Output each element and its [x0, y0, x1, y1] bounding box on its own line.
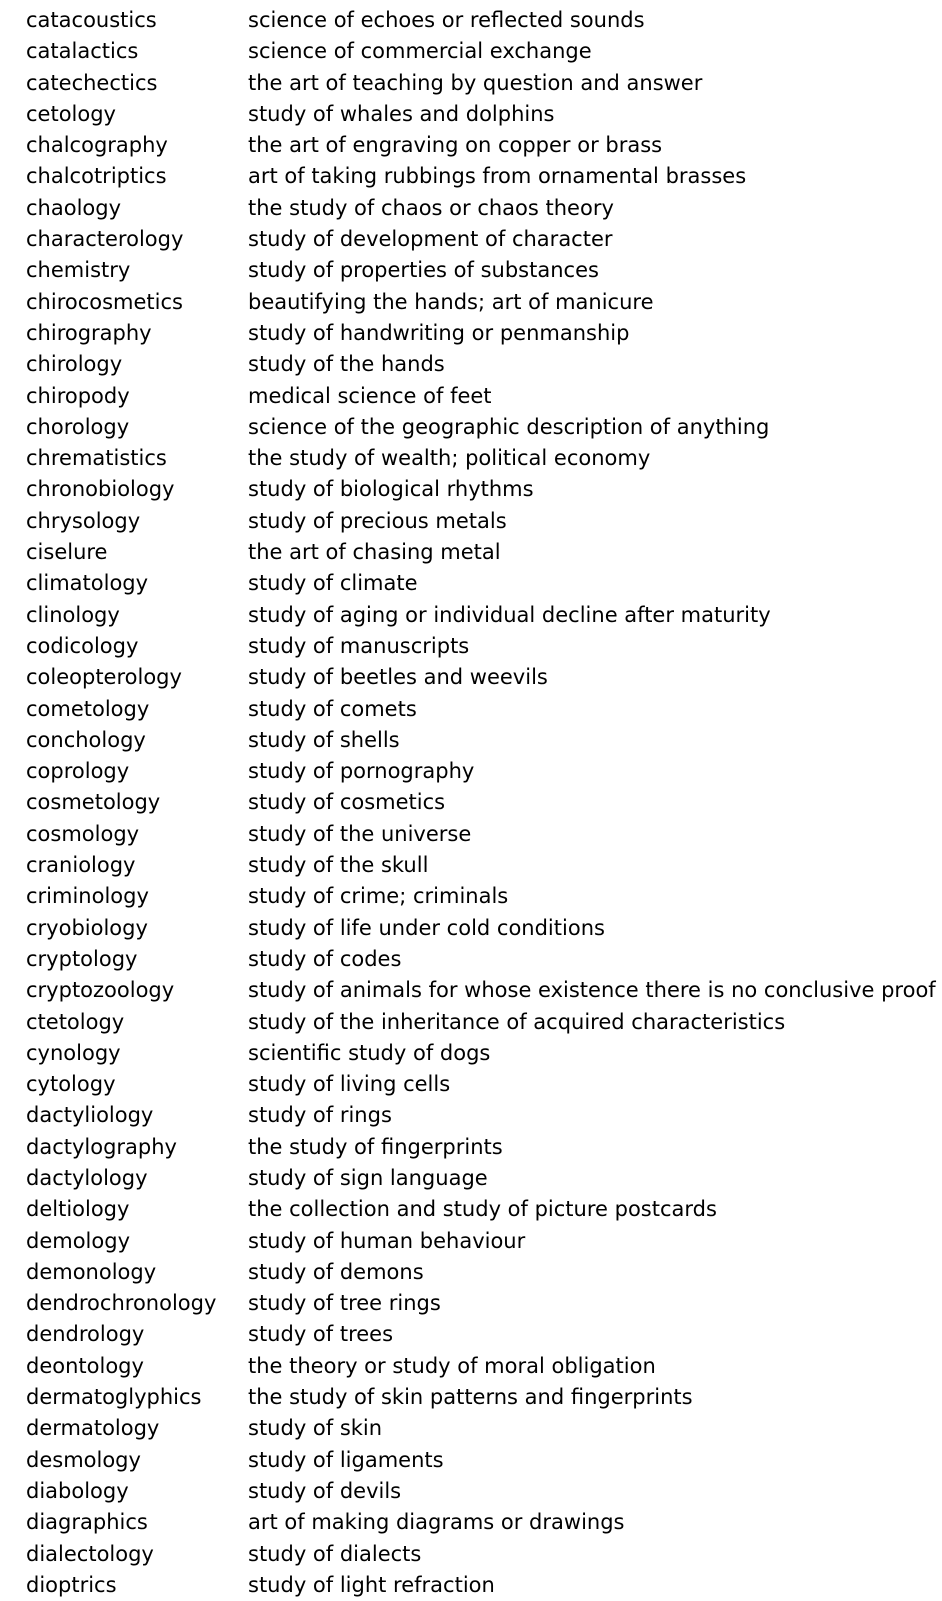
entry-term: cosmology — [26, 821, 140, 846]
entry-term: conchology — [26, 727, 146, 752]
glossary-entry — [0, 36, 942, 67]
glossary-entry — [0, 1476, 942, 1507]
glossary-entry — [0, 600, 942, 631]
entry-term: cetology — [26, 101, 116, 126]
entry-term: coprology — [26, 759, 130, 784]
glossary-entry — [0, 1132, 942, 1163]
entry-definition: study of the universe — [248, 821, 472, 846]
entry-term: chirology — [26, 352, 123, 377]
glossary-entry — [0, 568, 942, 599]
entry-term: dactylology — [26, 1165, 148, 1190]
glossary-entry — [0, 1319, 942, 1350]
glossary-entry — [0, 725, 942, 756]
entry-definition: study of sign language — [248, 1165, 488, 1190]
entry-term: catacoustics — [26, 8, 157, 32]
entry-definition: study of pornography — [248, 759, 475, 784]
entry-term: cryobiology — [26, 915, 148, 940]
entry-term: chirography — [26, 320, 152, 345]
entry-definition: the study of skin patterns and fingerprints — [248, 1385, 693, 1410]
entry-term: chrysology — [26, 508, 141, 533]
entry-term: ciselure — [26, 540, 108, 565]
glossary-entry — [0, 1069, 942, 1100]
entry-term: cytology — [26, 1072, 116, 1097]
entry-term: cryptology — [26, 946, 138, 971]
glossary-entry — [0, 318, 942, 349]
entry-term: demology — [26, 1228, 130, 1253]
glossary-entry — [0, 1226, 942, 1257]
glossary-entry — [0, 1539, 942, 1570]
entry-definition: study of whales and dolphins — [248, 101, 555, 126]
entry-term: chorology — [26, 414, 130, 439]
entry-definition: art of making diagrams or drawings — [248, 1510, 625, 1535]
glossary-entry — [0, 349, 942, 380]
entry-definition: study of comets — [248, 696, 417, 721]
entry-term: climatology — [26, 571, 149, 596]
entry-term: chrematistics — [26, 446, 167, 471]
glossary-entry — [0, 694, 942, 725]
glossary-entry — [0, 975, 942, 1006]
glossary-entry — [0, 1413, 942, 1444]
glossary-entry — [0, 506, 942, 537]
entry-term: craniology — [26, 853, 136, 878]
entry-definition: study of manuscripts — [248, 633, 470, 658]
entry-definition: scientific study of dogs — [248, 1040, 491, 1065]
entry-term: characterology — [26, 227, 184, 252]
entry-term: clinology — [26, 602, 120, 627]
entry-term: dermatoglyphics — [26, 1385, 202, 1410]
glossary-entry — [0, 1100, 942, 1131]
entry-definition: study of biological rhythms — [248, 477, 534, 502]
glossary-entry — [0, 412, 942, 443]
entry-term: demonology — [26, 1259, 157, 1284]
entry-definition: study of rings — [248, 1103, 392, 1128]
entry-term: chemistry — [26, 258, 131, 283]
glossary-entry — [0, 287, 942, 318]
glossary-entry — [0, 130, 942, 161]
entry-term: catechectics — [26, 70, 158, 95]
entry-definition: study of skin — [248, 1416, 383, 1441]
entry-definition: study of trees — [248, 1322, 394, 1347]
glossary-entry — [0, 881, 942, 912]
glossary-entry — [0, 787, 942, 818]
entry-definition: beautifying the hands; art of manicure — [248, 289, 654, 314]
entry-definition: study of development of character — [248, 227, 613, 252]
entry-term: cometology — [26, 696, 150, 721]
entry-term: chalcotriptics — [26, 164, 167, 189]
glossary-entry — [0, 1570, 942, 1601]
entry-term: diagraphics — [26, 1510, 148, 1535]
entry-definition: science of echoes or reflected sounds — [248, 8, 645, 32]
glossary-entry — [0, 850, 942, 881]
entry-definition: study of devils — [248, 1478, 402, 1503]
glossary-entry — [0, 99, 942, 130]
glossary-entry — [0, 1194, 942, 1225]
entry-term: dendrology — [26, 1322, 145, 1347]
entry-term: deltiology — [26, 1197, 130, 1222]
entry-definition: the art of engraving on copper or brass — [248, 133, 663, 158]
glossary-entry — [0, 1288, 942, 1319]
glossary-entry — [0, 224, 942, 255]
entry-definition: the study of wealth; political economy — [248, 446, 651, 471]
entry-definition: study of aging or individual decline after maturity — [248, 602, 771, 627]
entry-definition: art of taking rubbings from ornamental brasses — [248, 164, 747, 189]
entry-term: deontology — [26, 1353, 144, 1378]
entry-definition: study of handwriting or penmanship — [248, 320, 630, 345]
entry-definition: study of human behaviour — [248, 1228, 526, 1253]
entry-term: coleopterology — [26, 665, 182, 690]
glossary-entry — [0, 944, 942, 975]
entry-definition: study of the hands — [248, 352, 445, 377]
entry-definition: study of precious metals — [248, 508, 507, 533]
glossary-entry — [0, 1257, 942, 1288]
entry-definition: study of tree rings — [248, 1291, 441, 1316]
entry-definition: the theory or study of moral obligation — [248, 1353, 656, 1378]
entry-term: cosmetology — [26, 790, 161, 815]
glossary-entry — [0, 1163, 942, 1194]
glossary-entry — [0, 1038, 942, 1069]
entry-definition: study of shells — [248, 727, 400, 752]
entry-term: desmology — [26, 1447, 141, 1472]
glossary-entry — [0, 1382, 942, 1413]
entry-definition: study of the skull — [248, 853, 429, 878]
entry-definition: study of crime; criminals — [248, 884, 509, 909]
entry-definition: study of animals for whose existence there is no conclusive proof — [248, 978, 936, 1003]
glossary-entry — [0, 1007, 942, 1038]
entry-definition: study of dialects — [248, 1541, 422, 1566]
entry-definition: the art of teaching by question and answer — [248, 70, 703, 95]
entry-definition: study of the inheritance of acquired characteristics — [248, 1009, 786, 1034]
entry-definition: medical science of feet — [248, 383, 492, 408]
entry-definition: the collection and study of picture postcards — [248, 1197, 717, 1222]
glossary-list — [0, 5, 942, 1601]
entry-term: cryptozoology — [26, 978, 175, 1003]
glossary-entry — [0, 1507, 942, 1538]
entry-term: catalactics — [26, 39, 139, 64]
glossary-entry — [0, 474, 942, 505]
entry-term: chiropody — [26, 383, 130, 408]
glossary-entry — [0, 161, 942, 192]
entry-term: cynology — [26, 1040, 121, 1065]
entry-definition: study of properties of substances — [248, 258, 599, 283]
entry-term: chaology — [26, 195, 122, 220]
glossary-entry — [0, 819, 942, 850]
entry-term: dactylography — [26, 1134, 177, 1159]
glossary-entry — [0, 1445, 942, 1476]
glossary-entry — [0, 537, 942, 568]
glossary-entry — [0, 662, 942, 693]
entry-term: dendrochronology — [26, 1291, 217, 1316]
entry-definition: science of the geographic description of anything — [248, 414, 770, 439]
glossary-entry — [0, 913, 942, 944]
entry-definition: study of beetles and weevils — [248, 665, 548, 690]
entry-definition: the study of chaos or chaos theory — [248, 195, 614, 220]
glossary-entry — [0, 193, 942, 224]
entry-definition: the art of chasing metal — [248, 540, 501, 565]
entry-term: criminology — [26, 884, 149, 909]
entry-term: ctetology — [26, 1009, 125, 1034]
entry-definition: study of codes — [248, 946, 402, 971]
glossary-entry — [0, 756, 942, 787]
glossary-entry — [0, 631, 942, 662]
entry-definition: the study of fingerprints — [248, 1134, 503, 1159]
glossary-entry — [0, 5, 942, 36]
entry-term: dactyliology — [26, 1103, 154, 1128]
entry-definition: study of demons — [248, 1259, 424, 1284]
entry-term: dialectology — [26, 1541, 154, 1566]
glossary-entry — [0, 443, 942, 474]
glossary-entry — [0, 255, 942, 286]
entry-term: chronobiology — [26, 477, 175, 502]
entry-definition: study of living cells — [248, 1072, 451, 1097]
entry-definition: study of ligaments — [248, 1447, 444, 1472]
entry-term: chalcography — [26, 133, 168, 158]
entry-definition: study of cosmetics — [248, 790, 446, 815]
glossary-entry — [0, 1351, 942, 1382]
glossary-entry — [0, 381, 942, 412]
entry-term: dioptrics — [26, 1572, 117, 1597]
entry-definition: study of light refraction — [248, 1572, 495, 1597]
entry-term: dermatology — [26, 1416, 160, 1441]
entry-term: chirocosmetics — [26, 289, 183, 314]
entry-term: codicology — [26, 633, 139, 658]
glossary-entry — [0, 68, 942, 99]
entry-definition: study of life under cold conditions — [248, 915, 605, 940]
entry-definition: study of climate — [248, 571, 418, 596]
entry-term: diabology — [26, 1478, 129, 1503]
entry-definition: science of commercial exchange — [248, 39, 592, 64]
